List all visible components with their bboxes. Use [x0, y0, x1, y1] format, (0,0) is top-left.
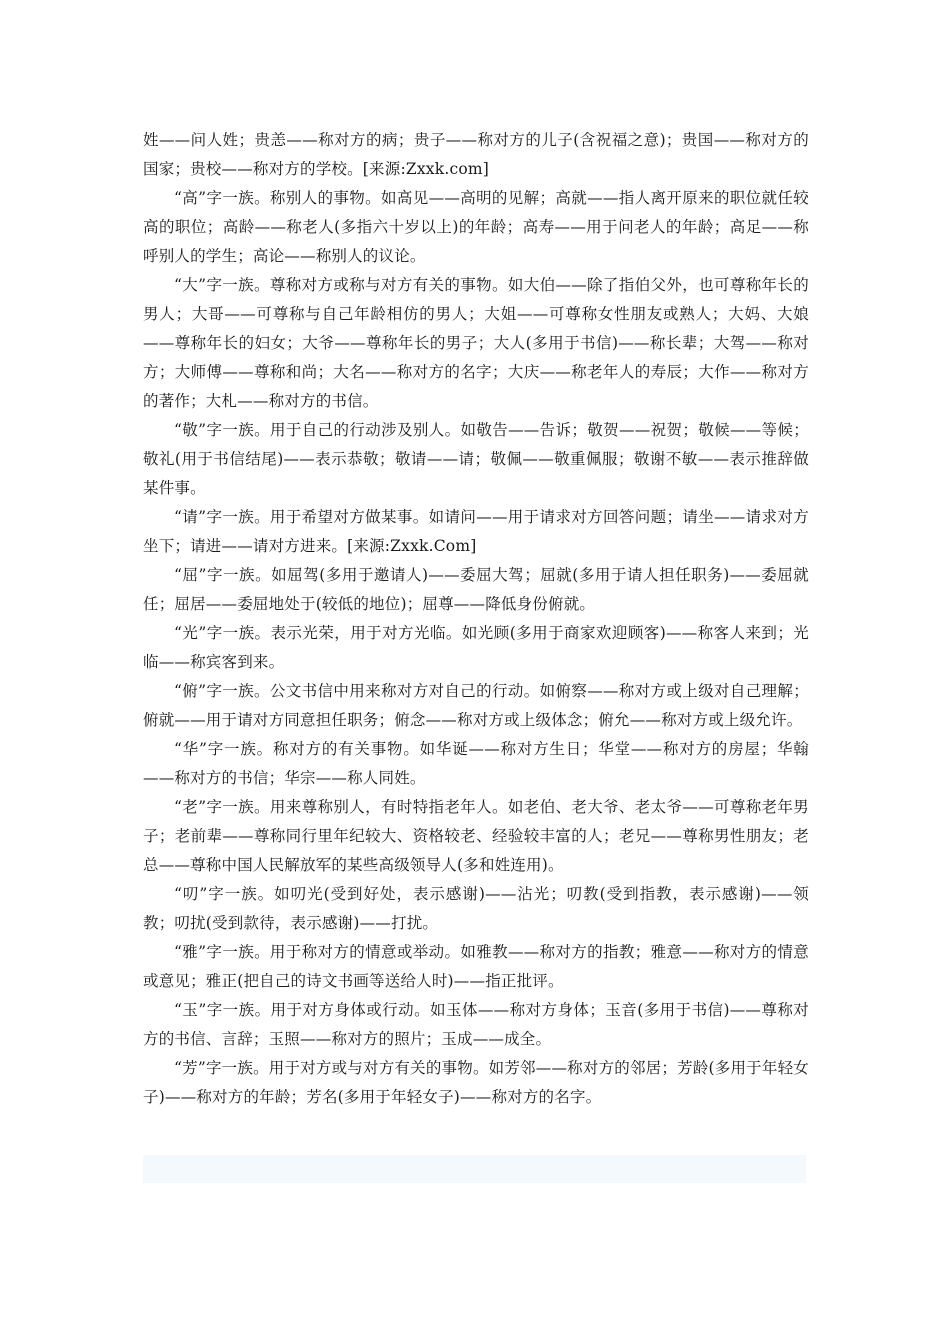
shaded-band [143, 1155, 806, 1183]
paragraph-hua: “华”字一族。称对方的有关事物。如华诞——称对方生日；华堂——称对方的房屋；华翰——称对方的书信；华宗——称人同姓。 [143, 740, 809, 787]
paragraph-qing: “请”字一族。用于希望对方做某事。如请问——用于请求对方回答问题；请坐——请求对方坐下；请进——请对方进来。[来源:Zxxk.Com] [143, 508, 809, 555]
paragraph-ya: “雅”字一族。用于称对方的情意或举动。如雅教——称对方的指教；雅意——称对方的情意或意见；雅正(把自己的诗文书画等送给人时)——指正批评。 [143, 943, 809, 990]
paragraph-fu: “俯”字一族。公文书信中用来称对方对自己的行动。如俯察——称对方或上级对自己理解；俯就——用于请对方同意担任职务；俯念——称对方或上级体念；俯允——称对方或上级允许。 [143, 682, 809, 729]
paragraph-yu: “玉”字一族。用于对方身体或行动。如玉体——称对方身体；玉音(多用于书信)——尊称对方的书信、言辞；玉照——称对方的照片；玉成——成全。 [143, 1001, 809, 1048]
paragraph-da: “大”字一族。尊称对方或称与对方有关的事物。如大伯——除了指伯父外，也可尊称年长的男人；大哥——可尊称与自己年龄相仿的男人；大姐——可尊称女性朋友或熟人；大妈、大娘——尊称年长的妇女；大爷——尊称年长的男子；大人(多用于书信)——称长辈；大驾——称对方；大师傅——尊称和尚；大名——称对方的名字；大庆——称老年人的寿辰；大作——称对方的著作；大札——称对方的书信。 [143, 276, 809, 410]
paragraph-guang: “光”字一族。表示光荣，用于对方光临。如光顾(多用于商家欢迎顾客)——称客人来到；光临——称宾客到来。 [143, 624, 809, 671]
paragraph-fang: “芳”字一族。用于对方或与对方有关的事物。如芳邻——称对方的邻居；芳龄(多用于年轻女子)——称对方的年龄；芳名(多用于年轻女子)——称对方的名字。 [143, 1059, 809, 1106]
paragraph-qu: “屈”字一族。如屈驾(多用于邀请人)——委屈大驾；屈就(多用于请人担任职务)——委屈就任；屈居——委屈地处于(较低的地位)；屈尊——降低身份俯就。 [143, 566, 809, 613]
paragraph-jing: “敬”字一族。用于自己的行动涉及别人。如敬告——告诉；敬贺——祝贺；敬候——等候；敬礼(用于书信结尾)——表示恭敬；敬请——请；敬佩——敬重佩服；敬谢不敏——表示推辞做某件事。 [143, 421, 809, 497]
paragraph-dao: “叨”字一族。如叨光(受到好处，表示感谢)——沾光；叨教(受到指教，表示感谢)——领教；叨扰(受到款待，表示感谢)——打扰。 [143, 885, 809, 932]
paragraph-gao: “高”字一族。称别人的事物。如高见——高明的见解；高就——指人离开原来的职位就任较高的职位；高龄——称老人(多指六十岁以上)的年龄；高寿——用于问老人的年龄；高足——称呼别人的学生；高论——称别人的议论。 [143, 189, 809, 265]
paragraph-guì-continued: 姓——问人姓；贵恙——称对方的病；贵子——称对方的儿子(含祝福之意)；贵国——称对方的国家；贵校——称对方的学校。[来源:Zxxk.com] [143, 131, 809, 178]
document-body [143, 126, 809, 1112]
paragraph-lao: “老”字一族。用来尊称别人，有时特指老年人。如老伯、老大爷、老太爷——可尊称老年男子；老前辈——尊称同行里年纪较大、资格较老、经验较丰富的人；老兄——尊称男性朋友；老总——尊称中国人民解放军的某些高级领导人(多和姓连用)。 [143, 798, 809, 874]
